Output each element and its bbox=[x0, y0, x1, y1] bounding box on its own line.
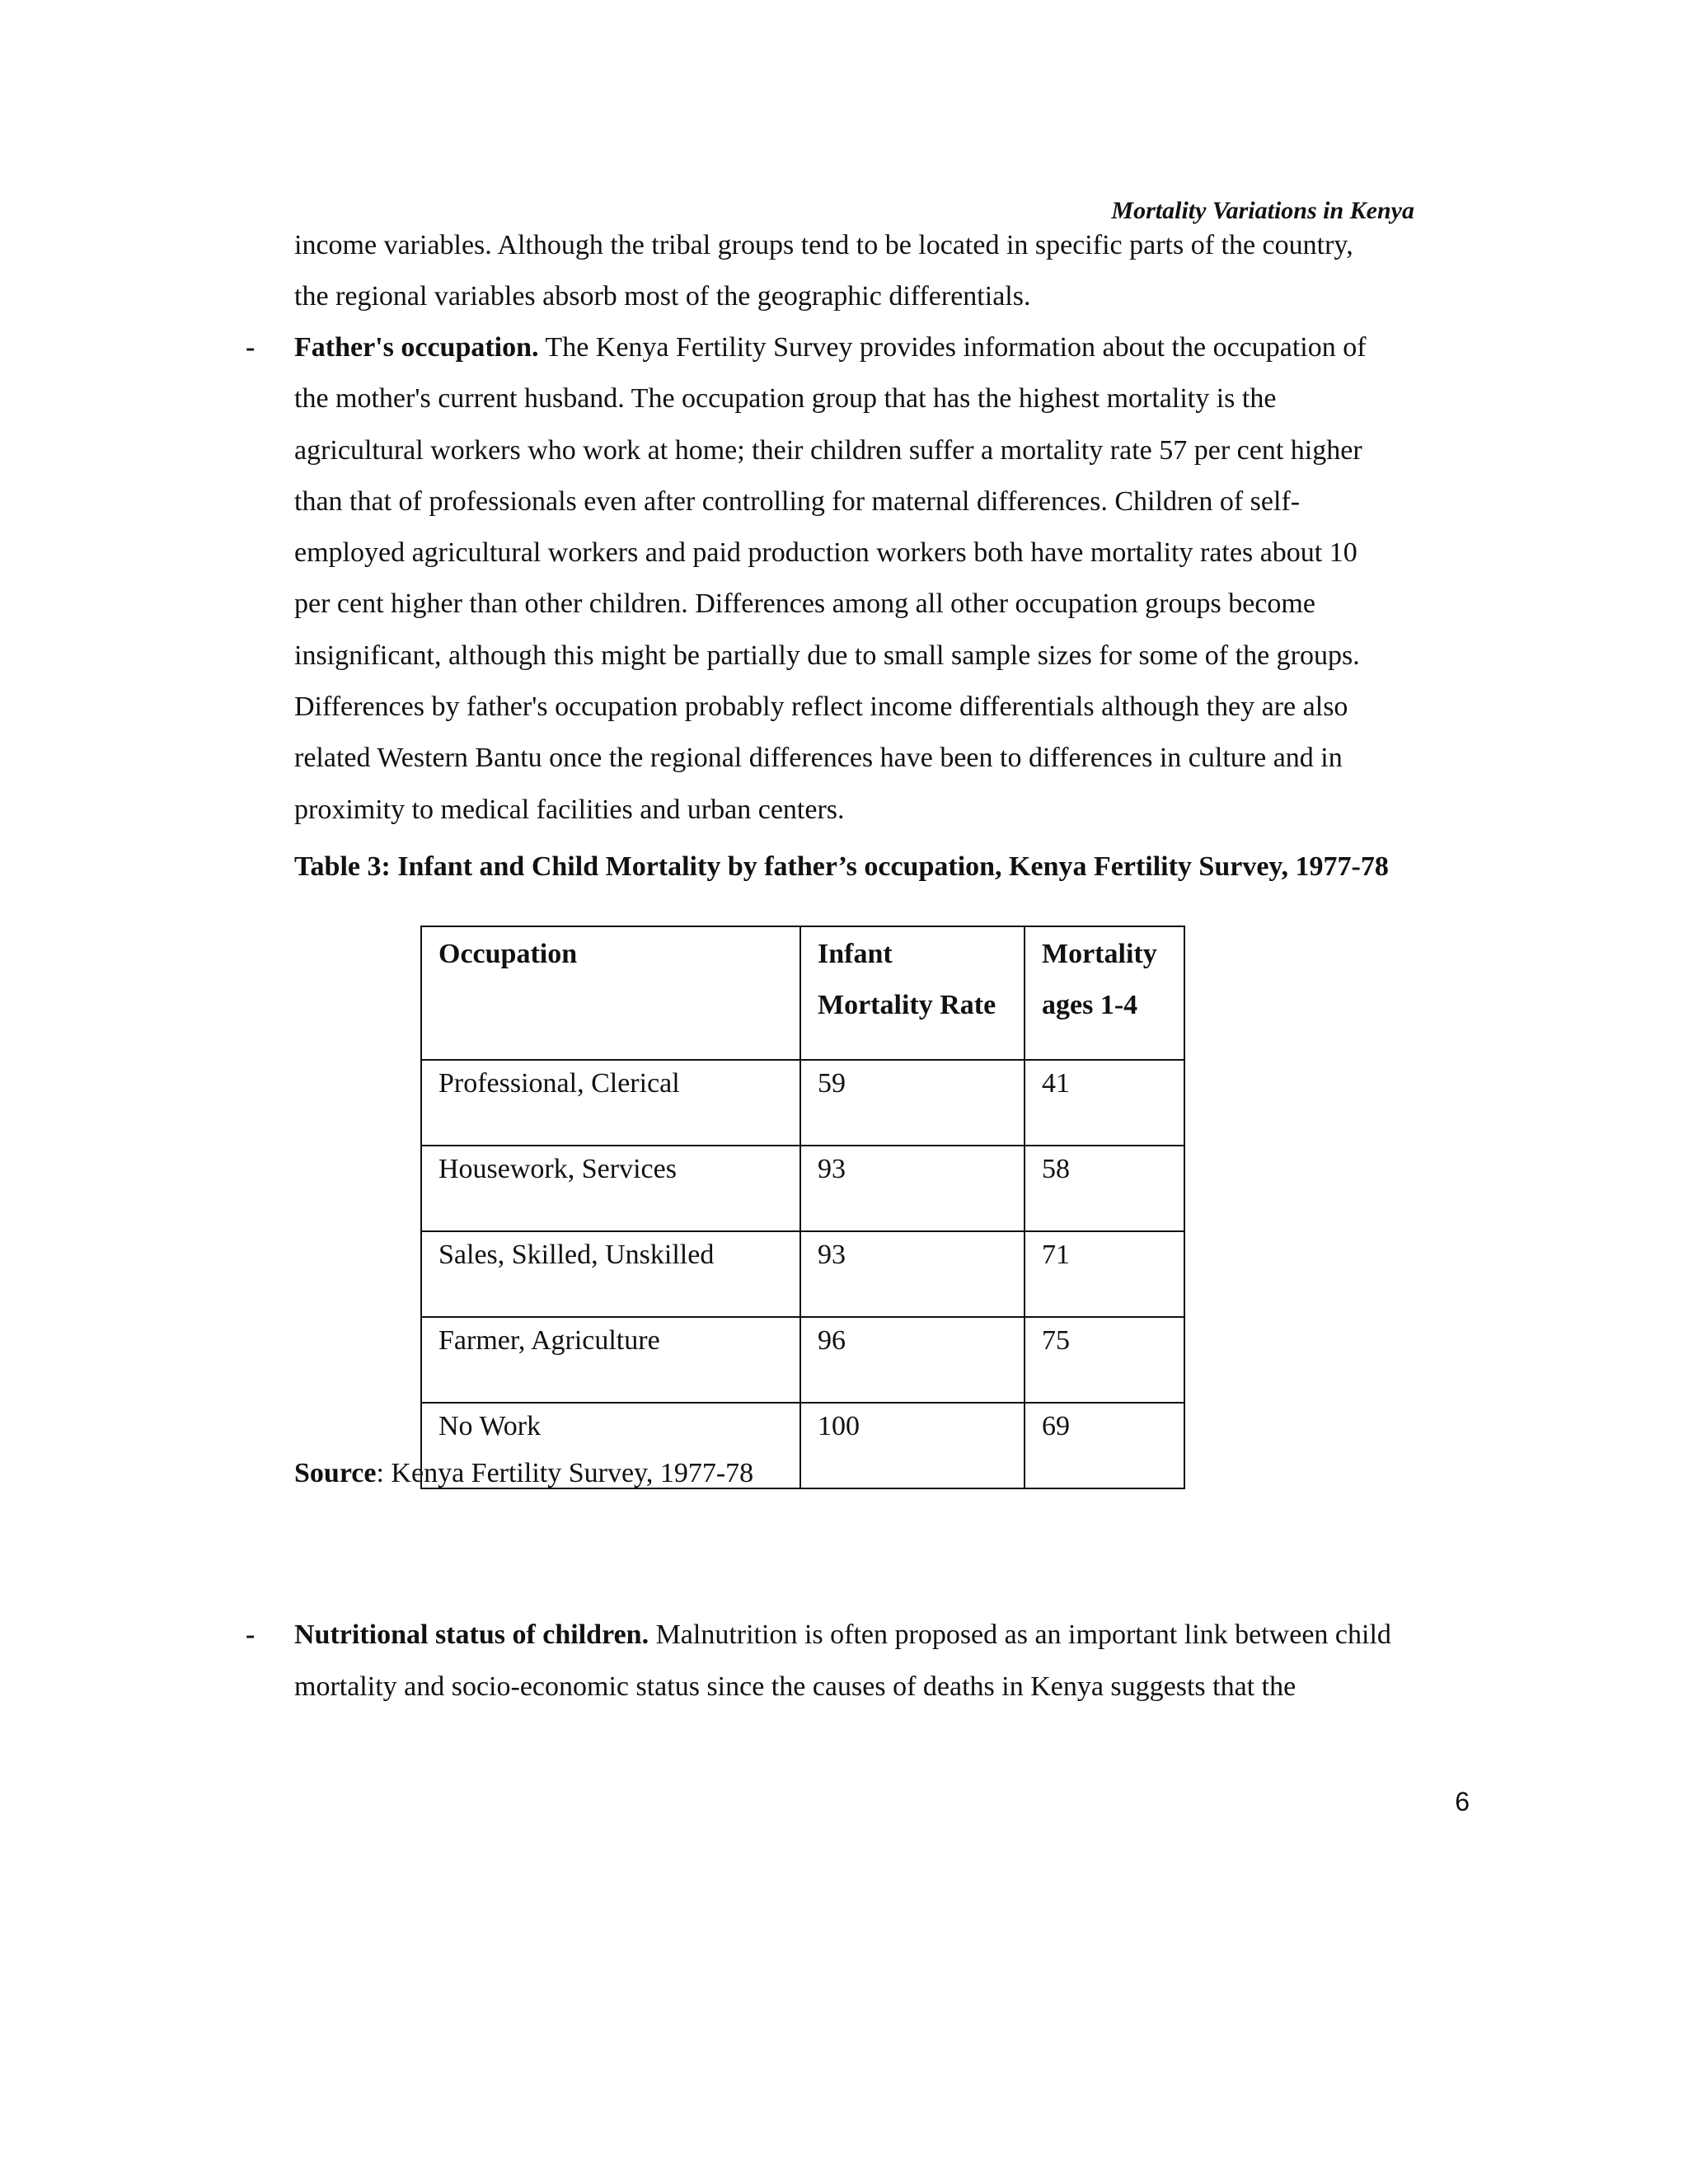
table-header-row bbox=[421, 926, 1184, 1060]
text-line: income variables. Although the tribal groups tend to be located in specific parts of the country, bbox=[294, 230, 1353, 260]
text-line: related Western Bantu once the regional differences have been to differences in culture and in bbox=[294, 743, 1343, 773]
bullet-first-line-text: The Kenya Fertility Survey provides information about the occupation of bbox=[538, 332, 1367, 363]
table-cell: Sales, Skilled, Unskilled bbox=[421, 1231, 800, 1317]
table-cell: Professional, Clerical bbox=[421, 1060, 800, 1146]
table-cell: Farmer, Agriculture bbox=[421, 1317, 800, 1403]
header-text: Occupation bbox=[438, 939, 578, 969]
header-text: Mortality bbox=[1042, 939, 1157, 969]
table-cell: 69 bbox=[1025, 1403, 1184, 1488]
table-cell: No Work bbox=[421, 1403, 800, 1488]
table-cell: 93 bbox=[800, 1231, 1025, 1317]
table-cell: 96 bbox=[800, 1317, 1025, 1403]
text-line: insignificant, although this might be partially due to small sample sizes for some of the groups. bbox=[294, 640, 1360, 671]
text-line: the mother's current husband. The occupation group that has the highest mortality is the bbox=[294, 383, 1277, 414]
page-number: 6 bbox=[1455, 1787, 1470, 1816]
header-text: Infant bbox=[818, 939, 893, 969]
header-cell-mortality-1-4 bbox=[1025, 926, 1184, 1060]
source-label: Source bbox=[294, 1458, 377, 1488]
table-cell: 41 bbox=[1025, 1060, 1184, 1146]
table-row bbox=[421, 1231, 1184, 1317]
bullet-first-line bbox=[294, 1617, 1391, 1653]
table-source bbox=[294, 1455, 753, 1492]
text-line: Differences by father's occupation probably reflect income differentials although they are also bbox=[294, 691, 1348, 722]
source-text: : Kenya Fertility Survey, 1977-78 bbox=[376, 1458, 754, 1488]
text-line: proximity to medical facilities and urban centers. bbox=[294, 794, 845, 825]
header-cell-occupation bbox=[421, 926, 800, 1060]
bullet-first-line-text: Malnutrition is often proposed as an important link between child bbox=[649, 1619, 1391, 1650]
running-header: Mortality Variations in Kenya bbox=[1111, 197, 1414, 224]
bullet-heading: Father's occupation. bbox=[294, 332, 539, 363]
table-title: Table 3: Infant and Child Mortality by father’s occupation, Kenya Fertility Survey, 1977-78 bbox=[294, 851, 1389, 882]
text-line: agricultural workers who work at home; their children suffer a mortality rate 57 per cent higher bbox=[294, 435, 1362, 466]
table-cell: Housework, Services bbox=[421, 1146, 800, 1231]
text-line: per cent higher than other children. Differences among all other occupation groups become bbox=[294, 588, 1315, 619]
table-cell: 58 bbox=[1025, 1146, 1184, 1231]
bullet-heading: Nutritional status of children. bbox=[294, 1619, 649, 1650]
header-text: ages 1-4 bbox=[1042, 990, 1138, 1020]
table-cell: 59 bbox=[800, 1060, 1025, 1146]
table-row bbox=[421, 1060, 1184, 1146]
table-row bbox=[421, 1146, 1184, 1231]
header-cell-infant-mortality bbox=[800, 926, 1025, 1060]
bullet-dash: - bbox=[246, 1619, 256, 1650]
table-row bbox=[421, 1317, 1184, 1403]
text-line: employed agricultural workers and paid production workers both have mortality rates about 10 bbox=[294, 537, 1357, 568]
bullet-dash: - bbox=[246, 332, 256, 363]
text-line: the regional variables absorb most of the geographic differentials. bbox=[294, 281, 1031, 312]
text-line: mortality and socio-economic status since the causes of deaths in Kenya suggests that the bbox=[294, 1671, 1296, 1702]
mortality-table bbox=[420, 926, 1185, 1489]
table-cell: 93 bbox=[800, 1146, 1025, 1231]
table-cell: 75 bbox=[1025, 1317, 1184, 1403]
table-cell: 100 bbox=[800, 1403, 1025, 1488]
text-line: than that of professionals even after controlling for maternal differences. Children of self- bbox=[294, 486, 1301, 517]
header-text: Mortality Rate bbox=[818, 990, 996, 1020]
bullet-first-line bbox=[294, 330, 1367, 366]
table-cell: 71 bbox=[1025, 1231, 1184, 1317]
